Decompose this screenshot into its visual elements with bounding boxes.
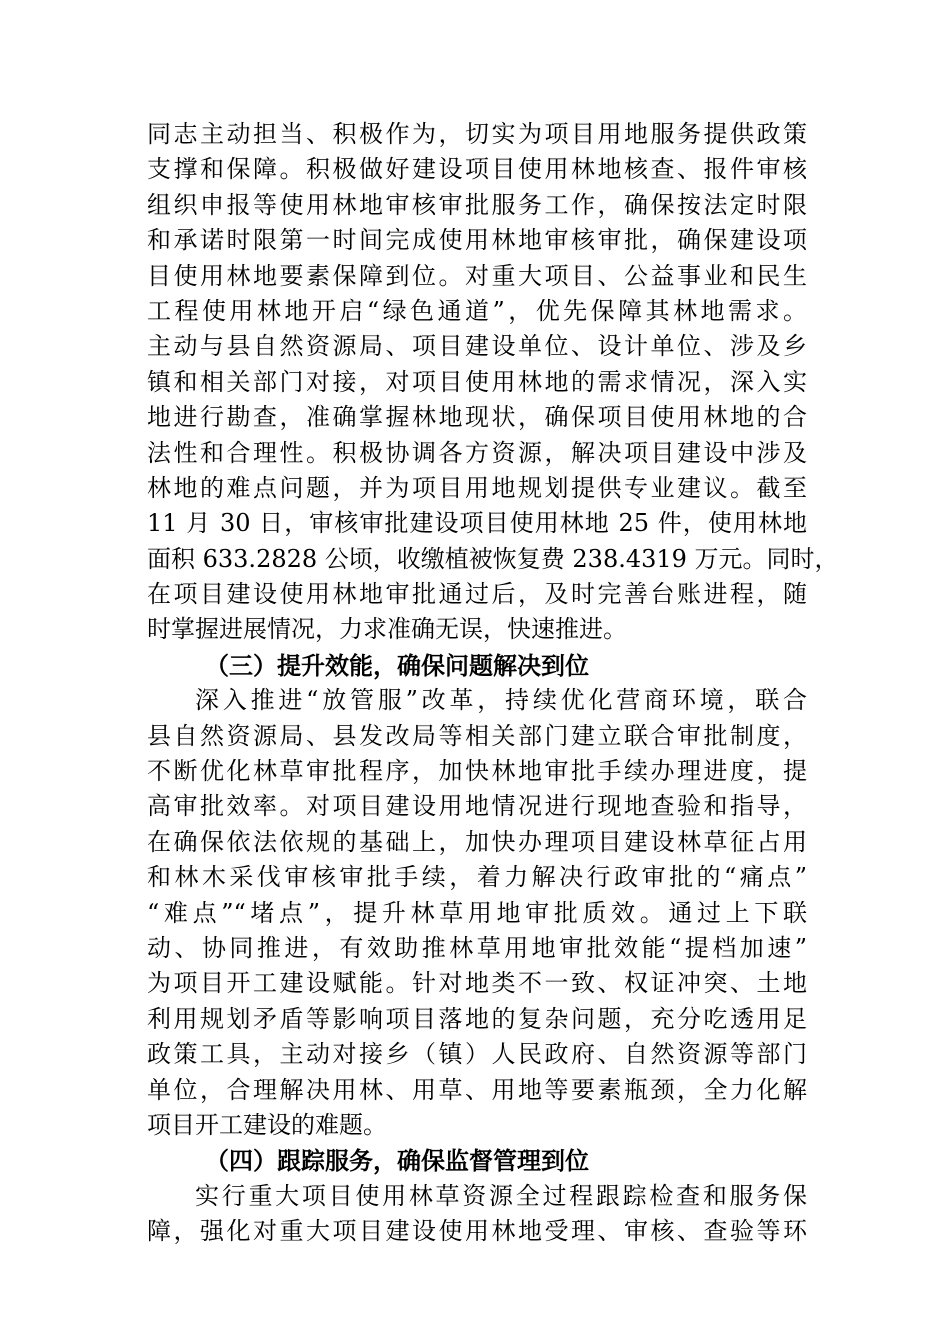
paragraph-line: 深入推进“放管服”改革，持续优化营商环境，联合 [195, 686, 807, 715]
paragraph-line: 县自然资源局、县发改局等相关部门建立联合审批制度， [147, 721, 807, 750]
paragraph-line: 利用规划矛盾等影响项目落地的复杂问题，充分吃透用足 [147, 1004, 807, 1033]
paragraph-line: 在确保依法依规的基础上，加快办理项目建设林草征占用 [147, 827, 807, 856]
paragraph-line: 11 月 30 日，审核审批建设项目使用林地 25 件，使用林地 [147, 509, 807, 538]
paragraph-line: 支撑和保障。积极做好建设项目使用林地核查、报件审核 [147, 155, 807, 184]
paragraph-line: 林地的难点问题，并为项目用地规划提供专业建议。截至 [147, 473, 807, 502]
paragraph-line: 项目开工建设的难题。 [147, 1110, 387, 1139]
paragraph-line: 障，强化对重大项目建设使用林地受理、审核、查验等环 [147, 1217, 807, 1246]
paragraph-line: 和林木采伐审核审批手续，着力解决行政审批的“痛点” [147, 863, 807, 892]
body-text [147, 117, 839, 1250]
paragraph-line: “难点”“堵点”，提升林草用地审批质效。通过上下联 [147, 898, 807, 927]
paragraph-line: 主动与县自然资源局、项目建设单位、设计单位、涉及乡 [147, 332, 807, 361]
paragraph-line: 动、协同推进，有效助推林草用地审批效能“提档加速” [147, 933, 807, 962]
paragraph-line: 单位，合理解决用林、用草、用地等要素瓶颈，全力化解 [147, 1075, 807, 1104]
paragraph-line: 工程使用林地开启“绿色通道”，优先保障其林地需求。 [147, 296, 807, 325]
paragraph-line: 组织申报等使用林地审核审批服务工作，确保按法定时限 [147, 190, 807, 219]
paragraph-line: 镇和相关部门对接，对项目使用林地的需求情况，深入实 [147, 367, 807, 396]
paragraph-line: 面积 633.2828 公顷，收缴植被恢复费 238.4319 万元。同时， [147, 544, 839, 573]
section-heading: （三）提升效能，确保问题解决到位 [205, 650, 589, 680]
paragraph-line: 为项目开工建设赋能。针对地类不一致、权证冲突、土地 [147, 969, 807, 998]
paragraph-line: 同志主动担当、积极作为，切实为项目用地服务提供政策 [147, 120, 807, 148]
paragraph-line: 不断优化林草审批程序，加快林地审批手续办理进度，提 [147, 757, 807, 786]
paragraph-line: 法性和合理性。积极协调各方资源，解决项目建设中涉及 [147, 438, 807, 467]
paragraph-line: 在项目建设使用林地审批通过后，及时完善台账进程，随 [147, 580, 807, 609]
section-heading: （四）跟踪服务，确保监督管理到位 [205, 1146, 589, 1176]
paragraph-line: 和承诺时限第一时间完成使用林地审核审批，确保建设项 [147, 226, 807, 255]
paragraph-line: 目使用林地要素保障到位。对重大项目、公益事业和民生 [147, 261, 807, 290]
paragraph-line: 政策工具，主动对接乡（镇）人民政府、自然资源等部门 [147, 1040, 807, 1069]
paragraph-line: 高审批效率。对项目建设用地情况进行现地查验和指导， [147, 792, 807, 821]
paragraph-line: 实行重大项目使用林草资源全过程跟踪检查和服务保 [195, 1181, 807, 1210]
paragraph-line: 地进行勘查，准确掌握林地现状，确保项目使用林地的合 [147, 403, 807, 432]
paragraph-line: 时掌握进展情况，力求准确无误，快速推进。 [147, 615, 627, 644]
